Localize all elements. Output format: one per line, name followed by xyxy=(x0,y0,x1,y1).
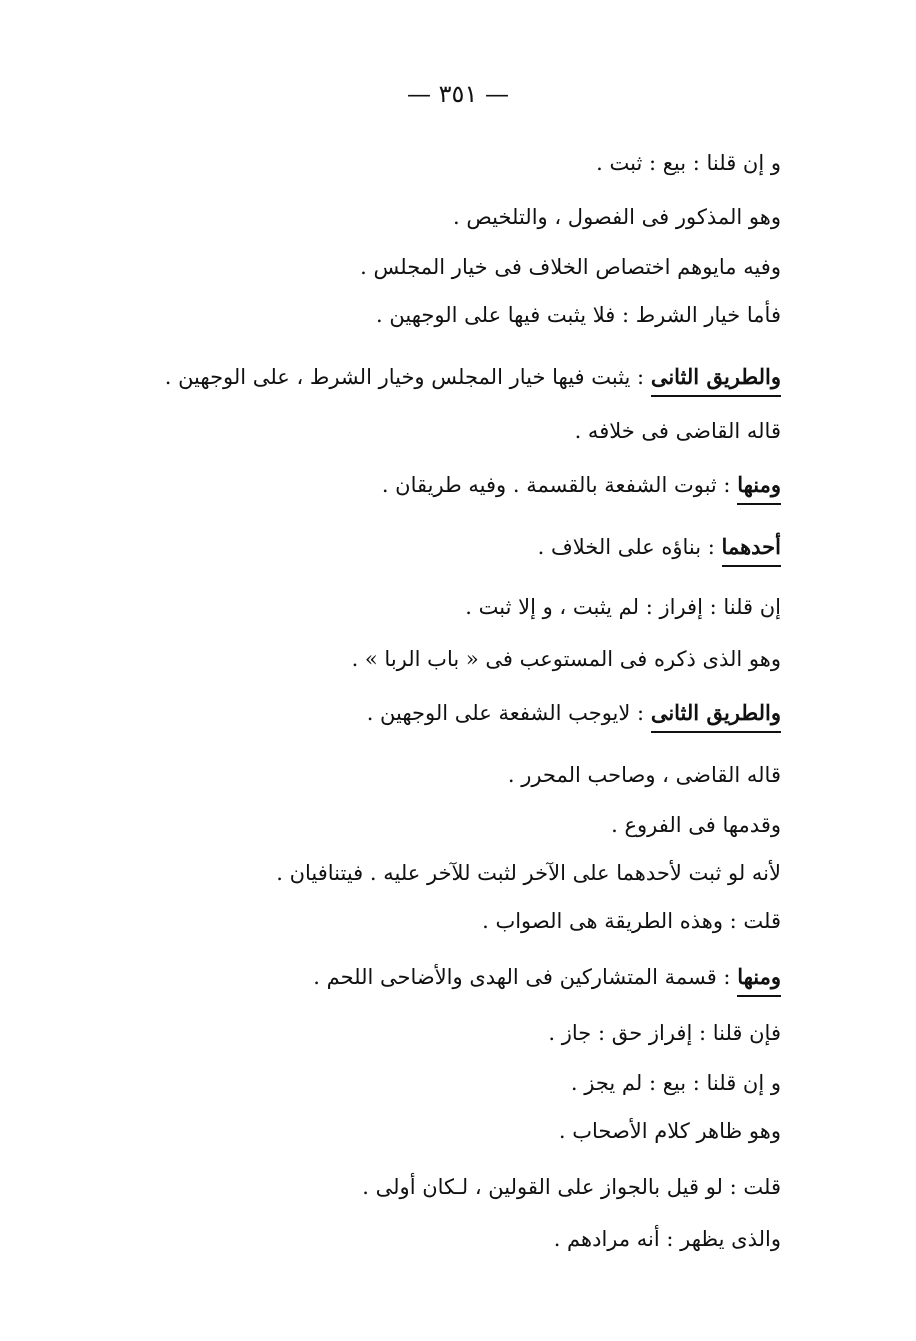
section-heading: ومنها xyxy=(737,964,781,997)
text-line: قاله القاضى فى خلافه . xyxy=(574,419,781,443)
text-line: وهو ظاهر كلام الأصحاب . xyxy=(558,1119,781,1143)
text-line: و إن قلنا : بيع : لم يجز . xyxy=(570,1071,781,1095)
text-line: لأنه لو ثبت لأحدهما على الآخر لثبت للآخر عليه . فيتنافيان . xyxy=(276,861,781,885)
text-line: قاله القاضى ، وصاحب المحرر . xyxy=(507,763,781,787)
text-line: ومنها : ثبوت الشفعة بالقسمة . وفيه طريقان . xyxy=(382,470,781,500)
text-line: أحدهما : بناؤه على الخلاف . xyxy=(538,532,781,562)
section-heading: ومنها xyxy=(737,472,781,505)
section-heading: أحدهما xyxy=(722,534,781,567)
text-line: والطريق الثانى : لايوجب الشفعة على الوجهين . xyxy=(367,698,781,728)
text-line: وقدمها فى الفروع . xyxy=(611,813,781,837)
section-heading: والطريق الثانى xyxy=(651,700,781,733)
section-heading: والطريق الثانى xyxy=(651,364,781,397)
text-line: فأما خيار الشرط : فلا يثبت فيها على الوجهين . xyxy=(376,303,781,327)
text-line: و إن قلنا : بيع : ثبت . xyxy=(596,151,781,175)
text-line: وهو المذكور فى الفصول ، والتلخيص . xyxy=(453,205,781,229)
text-line: إن قلنا : إفراز : لم يثبت ، و إلا ثبت . xyxy=(465,595,781,619)
text-line: وهو الذى ذكره فى المستوعب فى « باب الربا » . xyxy=(351,647,781,671)
text-line: فإن قلنا : إفراز حق : جاز . xyxy=(548,1021,781,1045)
text-line: والذى يظهر : أنه مرادهم . xyxy=(553,1227,781,1251)
page-number: — ٣٥١ — xyxy=(407,80,509,108)
text-line: وفيه مايوهم اختصاص الخلاف فى خيار المجلس . xyxy=(360,255,781,279)
text-line: والطريق الثانى : يثبت فيها خيار المجلس وخيار الشرط ، على الوجهين . xyxy=(165,362,781,392)
text-line: ومنها : قسمة المتشاركين فى الهدى والأضاحى اللحم . xyxy=(313,962,781,992)
text-line: قلت : وهذه الطريقة هى الصواب . xyxy=(482,909,781,933)
text-line: قلت : لو قيل بالجواز على القولين ، لـكان أولى . xyxy=(362,1175,781,1199)
